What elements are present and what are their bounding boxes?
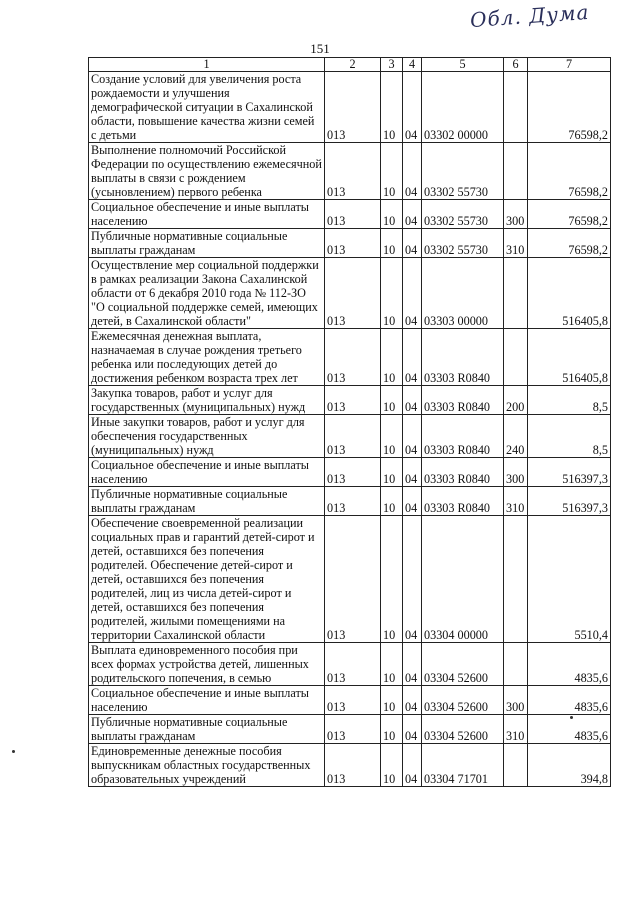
- section-code: 10: [381, 415, 403, 458]
- subsection-code: 04: [403, 643, 422, 686]
- table-row: [89, 200, 611, 229]
- column-header: 3: [381, 58, 403, 72]
- section-code: 10: [381, 744, 403, 787]
- section-code: 10: [381, 458, 403, 487]
- expense-type-code: [504, 143, 528, 200]
- amount: 4835,6: [528, 715, 611, 744]
- target-item-code: 03302 00000: [422, 72, 504, 143]
- table-row: [89, 686, 611, 715]
- target-item-code: 03304 52600: [422, 715, 504, 744]
- row-name: Выполнение полномочий Российской Федерации по осуществлению ежемесячной выплаты в связи с рождением (усыновлением) первого ребенка: [89, 143, 325, 200]
- row-name: Публичные нормативные социальные выплаты гражданам: [89, 715, 325, 744]
- table-row: [89, 258, 611, 329]
- section-code: 10: [381, 386, 403, 415]
- ministry-code: 013: [325, 686, 381, 715]
- handwritten-note: Обл. Дума: [469, 0, 591, 33]
- row-name: Выплата единовременного пособия при всех формах устройства детей, лишенных родительского попечения, в семью: [89, 643, 325, 686]
- target-item-code: 03302 55730: [422, 143, 504, 200]
- expense-type-code: 310: [504, 487, 528, 516]
- amount: 4835,6: [528, 643, 611, 686]
- table-row: [89, 415, 611, 458]
- ministry-code: 013: [325, 200, 381, 229]
- subsection-code: 04: [403, 686, 422, 715]
- table-row: [89, 487, 611, 516]
- column-header: 2: [325, 58, 381, 72]
- table-row: [89, 458, 611, 487]
- ministry-code: 013: [325, 258, 381, 329]
- row-name: Социальное обеспечение и иные выплаты населению: [89, 200, 325, 229]
- amount: 76598,2: [528, 200, 611, 229]
- ministry-code: 013: [325, 386, 381, 415]
- subsection-code: 04: [403, 143, 422, 200]
- target-item-code: 03303 R0840: [422, 458, 504, 487]
- table-row: [89, 329, 611, 386]
- table-row: [89, 386, 611, 415]
- amount: 516405,8: [528, 258, 611, 329]
- row-name: Закупка товаров, работ и услуг для государственных (муниципальных) нужд: [89, 386, 325, 415]
- subsection-code: 04: [403, 386, 422, 415]
- section-code: 10: [381, 643, 403, 686]
- row-name: Ежемесячная денежная выплата, назначаемая в случае рождения третьего ребенка или последующих детей до достижения ребенком возраста трех лет: [89, 329, 325, 386]
- expense-type-code: [504, 643, 528, 686]
- target-item-code: 03303 R0840: [422, 487, 504, 516]
- table-row: [89, 744, 611, 787]
- column-header: 5: [422, 58, 504, 72]
- expense-type-code: 310: [504, 229, 528, 258]
- expense-type-code: [504, 258, 528, 329]
- ministry-code: 013: [325, 72, 381, 143]
- row-name: Осуществление мер социальной поддержки в рамках реализации Закона Сахалинской области от 6 декабря 2010 года № 112-ЗО "О социальной поддержке семей, имеющих детей, в Сахалинской области": [89, 258, 325, 329]
- section-code: 10: [381, 229, 403, 258]
- ministry-code: 013: [325, 458, 381, 487]
- expense-type-code: 300: [504, 458, 528, 487]
- table-row: [89, 72, 611, 143]
- column-header: 4: [403, 58, 422, 72]
- amount: 516405,8: [528, 329, 611, 386]
- amount: 516397,3: [528, 487, 611, 516]
- budget-table: [88, 57, 611, 787]
- target-item-code: 03304 52600: [422, 643, 504, 686]
- row-name: Публичные нормативные социальные выплаты гражданам: [89, 229, 325, 258]
- page-number: 151: [310, 41, 330, 56]
- table-row: [89, 229, 611, 258]
- amount: 516397,3: [528, 458, 611, 487]
- target-item-code: 03304 52600: [422, 686, 504, 715]
- column-header: 7: [528, 58, 611, 72]
- table-row: [89, 516, 611, 643]
- section-code: 10: [381, 686, 403, 715]
- ministry-code: 013: [325, 415, 381, 458]
- subsection-code: 04: [403, 715, 422, 744]
- subsection-code: 04: [403, 329, 422, 386]
- ministry-code: 013: [325, 329, 381, 386]
- target-item-code: 03303 R0840: [422, 329, 504, 386]
- target-item-code: 03302 55730: [422, 229, 504, 258]
- target-item-code: 03304 71701: [422, 744, 504, 787]
- subsection-code: 04: [403, 258, 422, 329]
- table-row: [89, 143, 611, 200]
- row-name: Социальное обеспечение и иные выплаты населению: [89, 458, 325, 487]
- table-row: [89, 715, 611, 744]
- section-code: 10: [381, 72, 403, 143]
- amount: 5510,4: [528, 516, 611, 643]
- row-name: Иные закупки товаров, работ и услуг для обеспечения государственных (муниципальных) нужд: [89, 415, 325, 458]
- expense-type-code: [504, 72, 528, 143]
- ministry-code: 013: [325, 143, 381, 200]
- table-row: [89, 643, 611, 686]
- subsection-code: 04: [403, 516, 422, 643]
- expense-type-code: 300: [504, 686, 528, 715]
- target-item-code: 03303 R0840: [422, 415, 504, 458]
- column-header: 6: [504, 58, 528, 72]
- ministry-code: 013: [325, 744, 381, 787]
- section-code: 10: [381, 258, 403, 329]
- row-name: Социальное обеспечение и иные выплаты населению: [89, 686, 325, 715]
- scan-speck: [12, 750, 15, 753]
- row-name: Обеспечение своевременной реализации социальных прав и гарантий детей-сирот и детей, оставшихся без попечения родителей. Обеспечение детей-сирот и детей, оставшихся без попечения родителей, лиц из числа детей-сирот и детей, оставшихся без попечения родителей, жилыми помещениями на территории Сахалинской области: [89, 516, 325, 643]
- target-item-code: 03303 R0840: [422, 386, 504, 415]
- expense-type-code: [504, 329, 528, 386]
- row-name: Создание условий для увеличения роста рождаемости и улучшения демографической ситуации в Сахалинской области, повышение качества жизни семей с детьми: [89, 72, 325, 143]
- target-item-code: 03304 00000: [422, 516, 504, 643]
- subsection-code: 04: [403, 229, 422, 258]
- section-code: 10: [381, 143, 403, 200]
- expense-type-code: [504, 516, 528, 643]
- row-name: Публичные нормативные социальные выплаты гражданам: [89, 487, 325, 516]
- expense-type-code: 310: [504, 715, 528, 744]
- section-code: 10: [381, 200, 403, 229]
- column-header: 1: [89, 58, 325, 72]
- amount: 8,5: [528, 386, 611, 415]
- amount: 394,8: [528, 744, 611, 787]
- subsection-code: 04: [403, 487, 422, 516]
- column-header-row: [89, 58, 611, 72]
- subsection-code: 04: [403, 415, 422, 458]
- ministry-code: 013: [325, 643, 381, 686]
- subsection-code: 04: [403, 458, 422, 487]
- section-code: 10: [381, 715, 403, 744]
- subsection-code: 04: [403, 744, 422, 787]
- target-item-code: 03303 00000: [422, 258, 504, 329]
- amount: 8,5: [528, 415, 611, 458]
- section-code: 10: [381, 487, 403, 516]
- amount: 76598,2: [528, 143, 611, 200]
- expense-type-code: [504, 744, 528, 787]
- subsection-code: 04: [403, 200, 422, 229]
- expense-type-code: 240: [504, 415, 528, 458]
- section-code: 10: [381, 329, 403, 386]
- ministry-code: 013: [325, 715, 381, 744]
- ministry-code: 013: [325, 229, 381, 258]
- amount: 4835,6: [528, 686, 611, 715]
- ministry-code: 013: [325, 516, 381, 643]
- target-item-code: 03302 55730: [422, 200, 504, 229]
- amount: 76598,2: [528, 229, 611, 258]
- ministry-code: 013: [325, 487, 381, 516]
- section-code: 10: [381, 516, 403, 643]
- expense-type-code: 300: [504, 200, 528, 229]
- amount: 76598,2: [528, 72, 611, 143]
- subsection-code: 04: [403, 72, 422, 143]
- row-name: Единовременные денежные пособия выпускникам областных государственных образовательных учреждений: [89, 744, 325, 787]
- expense-type-code: 200: [504, 386, 528, 415]
